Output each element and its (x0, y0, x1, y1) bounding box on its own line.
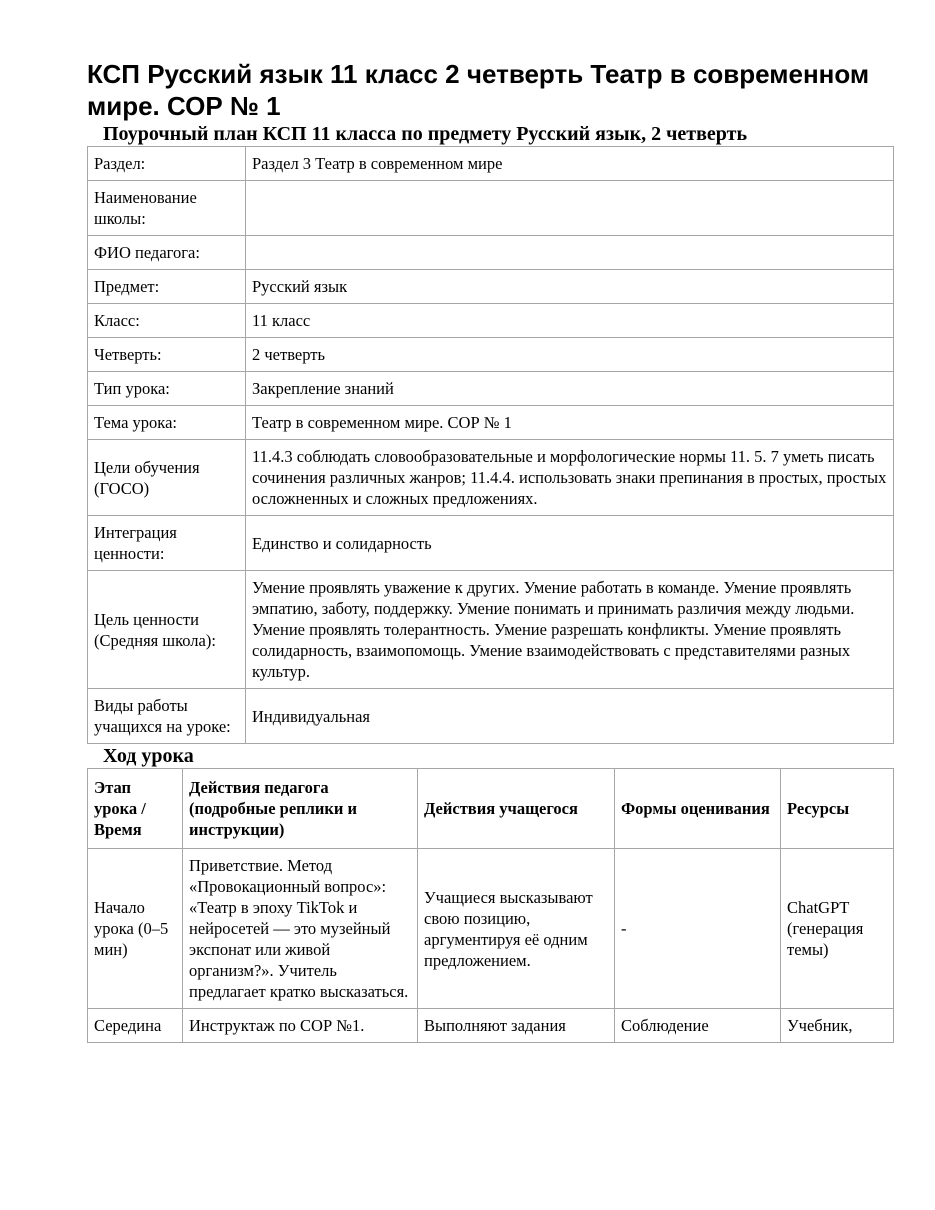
document-title: КСП Русский язык 11 класс 2 четверть Театр в современном мире. СОР № 1 (87, 59, 870, 121)
plan-value: Русский язык (246, 270, 894, 304)
plan-value: Умение проявлять уважение к других. Умение работать в команде. Умение проявлять эмпатию, заботу, поддержку. Умение понимать и принимать различия между людьми. Умение проявлять толерантность. Умение разрешать конфликты. Умение проявлять солидарность, взаимопомощь. Умение взаимодействовать с представителями разных культур. (246, 571, 894, 689)
plan-label: Четверть: (88, 338, 246, 372)
table-cell: Учащиеся высказывают свою позицию, аргументируя её одним предложением. (418, 849, 615, 1009)
document-page (87, 58, 893, 1043)
plan-label: Раздел: (88, 147, 246, 181)
plan-label: ФИО педагога: (88, 236, 246, 270)
lesson-heading: Ход урока (103, 745, 194, 767)
table-row (88, 304, 894, 338)
table-cell: Инструктаж по СОР №1. (183, 1009, 418, 1043)
table-row (88, 406, 894, 440)
plan-label: Класс: (88, 304, 246, 338)
lesson-table (87, 768, 894, 1043)
column-header: Действия учащегося (418, 769, 615, 849)
table-row (88, 181, 894, 236)
plan-label: Предмет: (88, 270, 246, 304)
plan-value: 11 класс (246, 304, 894, 338)
plan-label: Наименование школы: (88, 181, 246, 236)
table-cell: Выполняют задания (418, 1009, 615, 1043)
table-cell: Середина (88, 1009, 183, 1043)
plan-value (246, 181, 894, 236)
plan-heading: Поурочный план КСП 11 класса по предмету Русский язык, 2 четверть (103, 123, 748, 145)
table-cell: Учебник, (781, 1009, 894, 1043)
plan-label: Тема урока: (88, 406, 246, 440)
column-header: Ресурсы (781, 769, 894, 849)
table-row (88, 689, 894, 744)
table-cell: Начало урока (0–5 мин) (88, 849, 183, 1009)
plan-label: Цель ценности (Средняя школа): (88, 571, 246, 689)
plan-value: Театр в современном мире. СОР № 1 (246, 406, 894, 440)
column-header: Этап урока / Время (88, 769, 183, 849)
column-header: Формы оценивания (615, 769, 781, 849)
plan-value: 11.4.3 соблюдать словообразовательные и морфологические нормы 11. 5. 7 уметь писать сочинения различных жанров; 11.4.4. использовать знаки препинания в простых, простых осложненных и сложных предложениях. (246, 440, 894, 516)
table-row (88, 440, 894, 516)
plan-value: 2 четверть (246, 338, 894, 372)
plan-label: Тип урока: (88, 372, 246, 406)
table-row (88, 516, 894, 571)
plan-value: Единство и солидарность (246, 516, 894, 571)
plan-label: Цели обучения (ГОСО) (88, 440, 246, 516)
table-row (88, 236, 894, 270)
table-row (88, 372, 894, 406)
table-cell: Соблюдение (615, 1009, 781, 1043)
table-row (88, 270, 894, 304)
plan-value (246, 236, 894, 270)
table-header-row (88, 769, 894, 849)
plan-label: Виды работы учащихся на уроке: (88, 689, 246, 744)
table-row (88, 849, 894, 1009)
plan-value: Закрепление знаний (246, 372, 894, 406)
table-row (88, 1009, 894, 1043)
table-cell: Приветствие. Метод «Провокационный вопрос»: «Театр в эпоху TikTok и нейросетей — это музейный экспонат или живой организм?». Учитель предлагает кратко высказаться. (183, 849, 418, 1009)
plan-value: Индивидуальная (246, 689, 894, 744)
plan-label: Интеграция ценности: (88, 516, 246, 571)
table-row (88, 571, 894, 689)
plan-table (87, 146, 894, 744)
column-header: Действия педагога (подробные реплики и инструкции) (183, 769, 418, 849)
plan-value: Раздел 3 Театр в современном мире (246, 147, 894, 181)
table-row (88, 147, 894, 181)
table-cell: ChatGPT (генерация темы) (781, 849, 894, 1009)
table-row (88, 338, 894, 372)
table-cell: - (615, 849, 781, 1009)
